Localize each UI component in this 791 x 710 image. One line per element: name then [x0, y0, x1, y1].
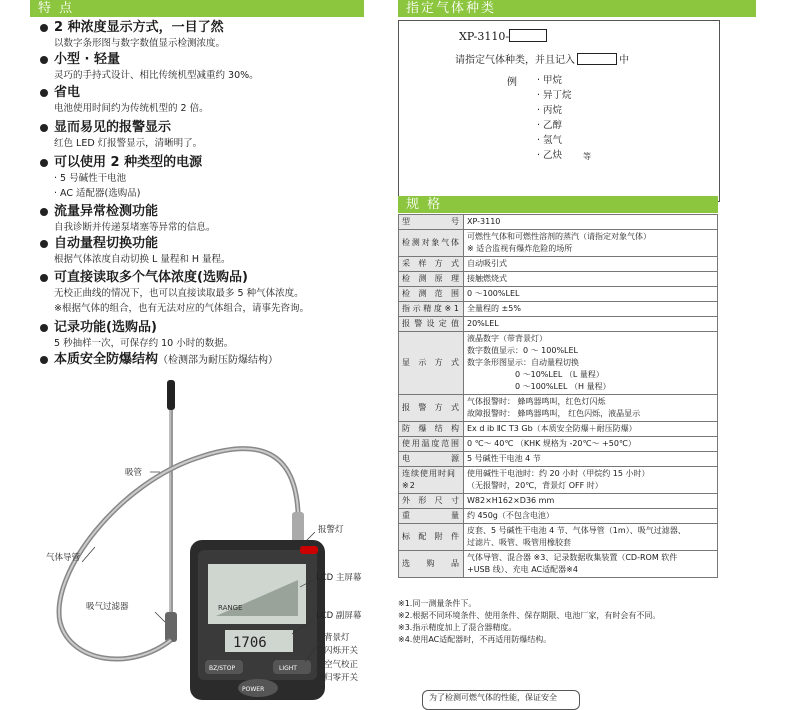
label-lcd-sub: LCD 副屏幕: [316, 611, 362, 621]
spec-key: 电源: [399, 452, 464, 467]
feature-desc: 无校正曲线的情况下，也可以直接读取最多 5 种气体浓度。: [54, 288, 304, 299]
feature-6: [40, 204, 370, 235]
feature-title-note: （检测部为耐压防爆结构）: [158, 355, 279, 366]
spec-key: 防爆结构: [399, 422, 464, 437]
spec-value: 20%LEL: [464, 317, 718, 332]
spec-value: [464, 395, 718, 422]
table-row: [399, 422, 718, 437]
feature-10: [40, 352, 370, 369]
feature-1: [40, 20, 370, 51]
model-prefix: XP-3110-: [459, 30, 510, 43]
screen-range-text: RANGE: [218, 604, 243, 612]
table-row: [399, 332, 718, 395]
example-item: · 异丁烷: [537, 90, 572, 101]
spec-line: 0 ～100%LEL （H 量程）: [467, 382, 611, 391]
light-label: LIGHT: [279, 665, 297, 672]
label-lcd-main: LCD 主屏幕: [316, 573, 362, 583]
table-row: [399, 230, 718, 257]
spec-header: 规 格: [398, 196, 718, 213]
note: ※2.根据不同环境条件、使用条件、保存期限、电池厂家，有时会有不同。: [398, 611, 661, 620]
spec-value: 0 ～100%LEL: [464, 287, 718, 302]
model-blank: [509, 29, 547, 42]
example-item: · 氢气: [537, 135, 563, 146]
instruction-after: 中: [619, 55, 629, 66]
spec-key: 指示精度※1: [399, 302, 464, 317]
spec-line: 数字条形图显示：自动量程切换: [467, 358, 579, 367]
spec-value: [464, 467, 718, 494]
feature-title: 可直接读取多个气体浓度(选购品): [40, 270, 370, 286]
gas-type-box: [398, 20, 720, 202]
spec-key: 外形尺寸: [399, 494, 464, 509]
feature-9: [40, 320, 370, 351]
spec-value: Ex d ib ⅡC T3 Gb（本质安全防爆＋耐压防爆）: [464, 422, 718, 437]
feature-desc: 红色 LED 灯报警显示，清晰明了。: [54, 138, 203, 149]
feature-4: [40, 120, 370, 151]
instruction-before: 请指定气体种类，并且记入: [455, 55, 575, 66]
spec-key: 采样方式: [399, 257, 464, 272]
table-row: [399, 215, 718, 230]
spec-line: 气体报警时： 蜂鸣器鸣叫，红色灯闪烁: [467, 397, 606, 406]
spec-key: 型号: [399, 215, 464, 230]
spec-value: [464, 230, 718, 257]
spec-line: 气体导管、混合器 ※3、记录数据收集装置（CD-ROM 软件: [467, 553, 678, 562]
feature-desc: · AC 适配器(选购品): [54, 188, 141, 199]
instruction-blank: [577, 53, 617, 65]
screen-digits: 1706: [233, 635, 267, 651]
feature-desc: 5 秒抽样一次，可保存约 10 小时的数据。: [54, 338, 234, 349]
spec-value: [464, 551, 718, 578]
spec-key: 检测对象气体: [399, 230, 464, 257]
table-row: [399, 452, 718, 467]
spec-value: XP-3110: [464, 215, 718, 230]
label-zero-switch: 归零开关: [324, 673, 359, 683]
spec-value: 接触燃烧式: [464, 272, 718, 287]
table-row: [399, 257, 718, 272]
spec-line: 故障报警时： 蜂鸣器鸣叫， 红色闪烁，液晶显示: [467, 409, 641, 418]
label-air-cal: 空气校正: [324, 660, 359, 670]
table-row: [399, 494, 718, 509]
note: ※1.同一测量条件下。: [398, 599, 477, 608]
feature-desc: ※根据气体的组合，也有无法对应的气体组合，请事先咨询。: [54, 303, 309, 314]
label-suction-tube: 吸管: [125, 468, 143, 478]
table-row: [399, 467, 718, 494]
table-row: [399, 302, 718, 317]
spec-value: W82×H162×D36 mm: [464, 494, 718, 509]
spec-line: 可燃性气体和可燃性溶剂的蒸汽（请指定对象气体）: [467, 232, 651, 241]
spec-key: 报警设定值: [399, 317, 464, 332]
spec-value: 自动吸引式: [464, 257, 718, 272]
gas-instruction: [455, 51, 629, 66]
feature-desc: 电池使用时间约为传统机型的 2 倍。: [54, 103, 209, 114]
feature-title: 显而易见的报警显示: [40, 120, 370, 136]
spec-line: （无报警时，20℃，背景灯 OFF 时）: [467, 481, 603, 490]
bottom-cut-banner: 为了检测可燃气体的性能，保证安全: [422, 690, 580, 710]
spec-line: 皮套、5 号碱性干电池 4 节、气体导管（1m）、吸气过滤器、: [467, 526, 686, 535]
spec-key: 显示方式: [399, 332, 464, 395]
note: ※4.使用AC适配器时，不再适用防爆结构。: [398, 635, 552, 644]
spec-line: 液晶数字（带背景灯）: [467, 334, 547, 343]
feature-title: 省电: [40, 85, 370, 101]
spec-line: +USB 线）、充电 AC适配器※4: [467, 565, 578, 574]
feature-title: 2 种浓度显示方式，一目了然: [40, 20, 370, 36]
feature-title: [40, 352, 370, 369]
spec-key: 连续使用时间※2: [399, 467, 464, 494]
bz-stop-label: BZ/STOP: [209, 665, 236, 672]
features-header: 特 点: [30, 0, 364, 17]
label-gas-tube: 气体导管: [46, 553, 81, 563]
spec-value: [464, 524, 718, 551]
spec-line: 使用碱性干电池时：约 20 小时（甲烷约 15 小时）: [467, 469, 650, 478]
example-item: · 丙烷: [537, 105, 563, 116]
feature-title: 记录功能(选购品): [40, 320, 370, 336]
example-item: · 乙醇: [537, 120, 563, 131]
gas-type-header: 指定气体种类: [398, 0, 756, 17]
spec-value: 5 号碱性干电池 4 节: [464, 452, 718, 467]
spec-key: 使用温度范围: [399, 437, 464, 452]
table-row: [399, 287, 718, 302]
table-row: [399, 551, 718, 578]
feature-desc: 自我诊断并传递泵堵塞等异常的信息。: [54, 222, 216, 233]
label-filter: 吸气过滤器: [86, 602, 129, 612]
example-label: 例: [507, 77, 517, 88]
spec-line: 0 ～10%LEL （L 量程）: [467, 370, 604, 379]
feature-title: 流量异常检测功能: [40, 204, 370, 220]
spec-line: 数字数值显示：0 ～ 100%LEL: [467, 346, 579, 355]
feature-title: 可以使用 2 种类型的电源: [40, 155, 370, 171]
feature-title: 小型 · 轻量: [40, 52, 370, 68]
spec-value: [464, 332, 718, 395]
example-item: · 乙炔: [537, 150, 563, 161]
table-row: [399, 509, 718, 524]
table-row: [399, 395, 718, 422]
spec-key: 重量: [399, 509, 464, 524]
table-row: [399, 317, 718, 332]
table-row: [399, 272, 718, 287]
spec-line: 过滤片、吸管、吸管用橡胶套: [467, 538, 571, 547]
spec-table: [398, 214, 718, 578]
label-backlight-switch: 闪烁开关: [324, 646, 359, 656]
feature-5: [40, 155, 370, 201]
example-etc: 等: [583, 152, 591, 161]
spec-key: 检测原理: [399, 272, 464, 287]
example-item: · 甲烷: [537, 75, 563, 86]
power-label: POWER: [242, 686, 265, 693]
example-list: [537, 73, 572, 163]
spec-key: 检测范围: [399, 287, 464, 302]
spec-key: 标配附件: [399, 524, 464, 551]
feature-desc: · 5 号碱性干电池: [54, 173, 127, 184]
spec-notes: [398, 598, 728, 646]
spec-key: 选购品: [399, 551, 464, 578]
spec-value: 约 450g（不包含电池）: [464, 509, 718, 524]
table-row: [399, 437, 718, 452]
spec-line: ※ 适合监视有爆炸危险的场所: [467, 244, 573, 253]
feature-desc: 以数字条形图与数字数值显示检测浓度。: [54, 38, 226, 49]
spec-value: 全量程的 ±5%: [464, 302, 718, 317]
table-row: [399, 524, 718, 551]
label-backlight: 背景灯: [324, 633, 350, 643]
feature-title: 自动量程切换功能: [40, 236, 370, 252]
feature-desc: 根据气体浓度自动切换 L 量程和 H 量程。: [54, 254, 231, 265]
feature-title-text: 本质安全防爆结构: [54, 352, 159, 367]
spec-key: 报警方式: [399, 395, 464, 422]
feature-7: [40, 236, 370, 267]
feature-8: [40, 270, 370, 316]
label-alarm-light: 报警灯: [318, 525, 344, 535]
feature-2: [40, 52, 370, 83]
note: ※3.指示精度加上了混合器精度。: [398, 623, 517, 632]
spec-value: 0 ℃～ 40℃ （KHK 规格为 -20℃～ +50℃）: [464, 437, 718, 452]
feature-3: [40, 85, 370, 116]
feature-desc: 灵巧的手持式设计、相比传统机型减重约 30%。: [54, 70, 259, 81]
model-code: [459, 29, 547, 43]
